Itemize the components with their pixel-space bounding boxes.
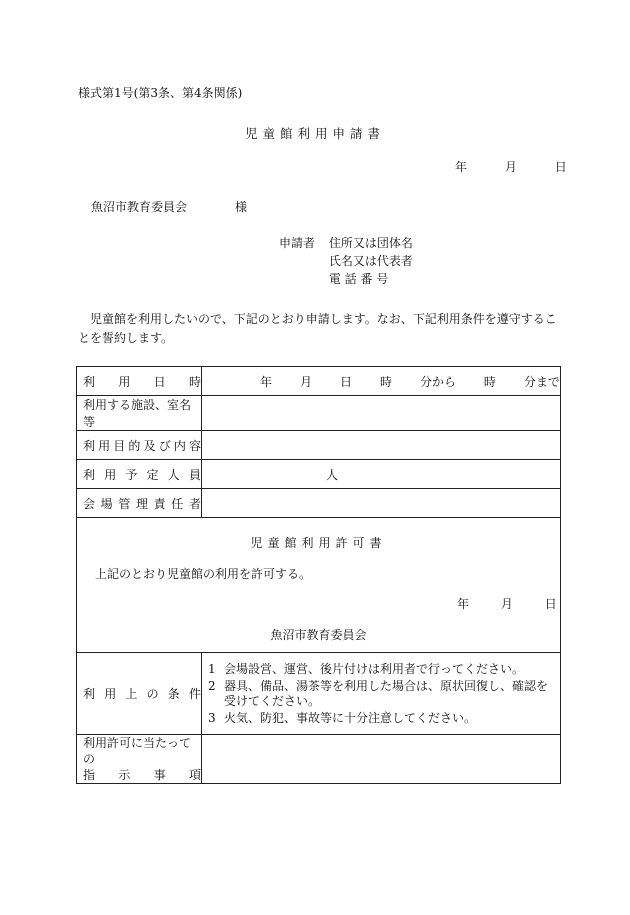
manager-field[interactable] [202, 489, 561, 518]
instructions-label: 利用許可に当たっての 指 示 事 項 [77, 735, 202, 784]
applicant-address[interactable]: 住所又は団体名 [328, 236, 413, 250]
purpose-label-char: 容 [188, 438, 201, 453]
conditions-label-char: の [146, 687, 159, 701]
planned-people-label-char: 員 [188, 467, 201, 482]
manager-label-char: 管 [118, 496, 131, 511]
applicant-block [279, 234, 413, 288]
usage-datetime-part: 分から [419, 374, 456, 389]
manager-label-char: 会 [83, 496, 96, 511]
conditions-label-char: 条 [167, 687, 180, 701]
planned-people-field[interactable] [202, 460, 561, 489]
manager-label-char: 場 [100, 496, 113, 511]
purpose-label-char: 的 [128, 438, 141, 453]
people-unit: 人 [326, 467, 339, 482]
usage-datetime-part: 分まで [523, 374, 560, 389]
planned-people-label-char: 予 [125, 467, 138, 482]
permit-day: 日 [544, 597, 557, 611]
date-day: 日 [554, 160, 567, 174]
permit-issuer: 魚沼市教育委員会 [270, 628, 367, 642]
application-table [76, 366, 561, 784]
purpose-label-char: 利 [83, 438, 96, 453]
date-month: 月 [504, 160, 517, 174]
planned-people-label-char: 利 [83, 467, 96, 482]
condition-item: 1 会場設営、運営、後片付けは利用者で行ってください。 [208, 661, 525, 676]
pledge-text: 児童館を利用したいので、下記のとおり申請します。なお、下記利用条件を遵守することを誓約します。 [78, 312, 557, 345]
facility-field[interactable] [202, 396, 561, 431]
manager-label-char: 任 [171, 496, 184, 511]
usage-datetime-label-char: 用 [118, 374, 131, 389]
permit-section [77, 518, 561, 653]
usage-datetime-label [77, 367, 202, 396]
facility-label: 利用する施設、室名等 [77, 396, 202, 431]
manager-label-char: 者 [188, 496, 201, 511]
manager-label-char: 理 [135, 496, 148, 511]
usage-datetime-part: 年 [260, 374, 273, 389]
applicant-label: 申請者 [279, 236, 316, 250]
usage-datetime-field[interactable] [202, 367, 561, 396]
planned-people-label-char: 用 [104, 467, 117, 482]
manager-label [77, 489, 202, 518]
conditions-label-char: 利 [83, 687, 96, 701]
usage-datetime-part: 日 [339, 374, 352, 389]
usage-datetime-label-char: 利 [83, 374, 96, 389]
purpose-label-char: 目 [113, 438, 126, 453]
manager-label-char: 責 [153, 496, 166, 511]
usage-datetime-label-char: 時 [188, 374, 201, 389]
permit-month: 月 [500, 597, 513, 611]
purpose-label-char: 及 [143, 438, 156, 453]
condition-item: 3 火気、防犯、事故等に十分注意してください。 [208, 710, 477, 725]
conditions-label-char: 上 [125, 687, 138, 701]
usage-datetime-part: 時 [379, 374, 392, 389]
addressee-name: 魚沼市教育委員会 [91, 200, 188, 214]
purpose-label-char: び [158, 438, 171, 453]
usage-datetime-part: 月 [299, 374, 312, 389]
permit-text: 上記のとおり児童館の利用を許可する。 [95, 567, 312, 581]
addressee [91, 198, 247, 215]
permit-title: 児童館利用許可書 [250, 536, 387, 550]
planned-people-label-char: 定 [146, 467, 159, 482]
purpose-field[interactable] [202, 431, 561, 460]
applicant-phone[interactable]: 電 話 番 号 [328, 272, 389, 286]
instructions-label-char: 事 [153, 768, 166, 782]
conditions-label [77, 653, 202, 735]
conditions-label-char: 件 [188, 687, 201, 701]
permit-year: 年 [457, 597, 470, 611]
instructions-label-char: 項 [188, 768, 201, 782]
page-title: 児童館利用申請書 [244, 126, 385, 141]
addressee-honorific: 様 [235, 200, 248, 214]
purpose-label-char: 内 [173, 438, 186, 453]
permit-date [457, 595, 557, 612]
purpose-label [77, 431, 202, 460]
instructions-label-char: 示 [118, 768, 131, 782]
instructions-label-char: 指 [83, 768, 96, 782]
date-year: 年 [455, 160, 468, 174]
condition-item: 2 器具、備品、湯茶等を利用した場合は、原状回復し、確認を受けてください。 [208, 678, 549, 708]
application-date [455, 158, 567, 175]
purpose-label-char: 用 [98, 438, 111, 453]
planned-people-label-char: 人 [167, 467, 180, 482]
usage-datetime-part: 時 [483, 374, 496, 389]
planned-people-label [77, 460, 202, 489]
usage-datetime-label-char: 日 [153, 374, 166, 389]
conditions-list [202, 653, 561, 735]
instructions-field[interactable] [202, 735, 561, 784]
applicant-name[interactable]: 氏名又は代表者 [328, 254, 413, 268]
conditions-label-char: 用 [104, 687, 117, 701]
form-id: 様式第1号(第3条、第4条関係) [78, 86, 243, 100]
